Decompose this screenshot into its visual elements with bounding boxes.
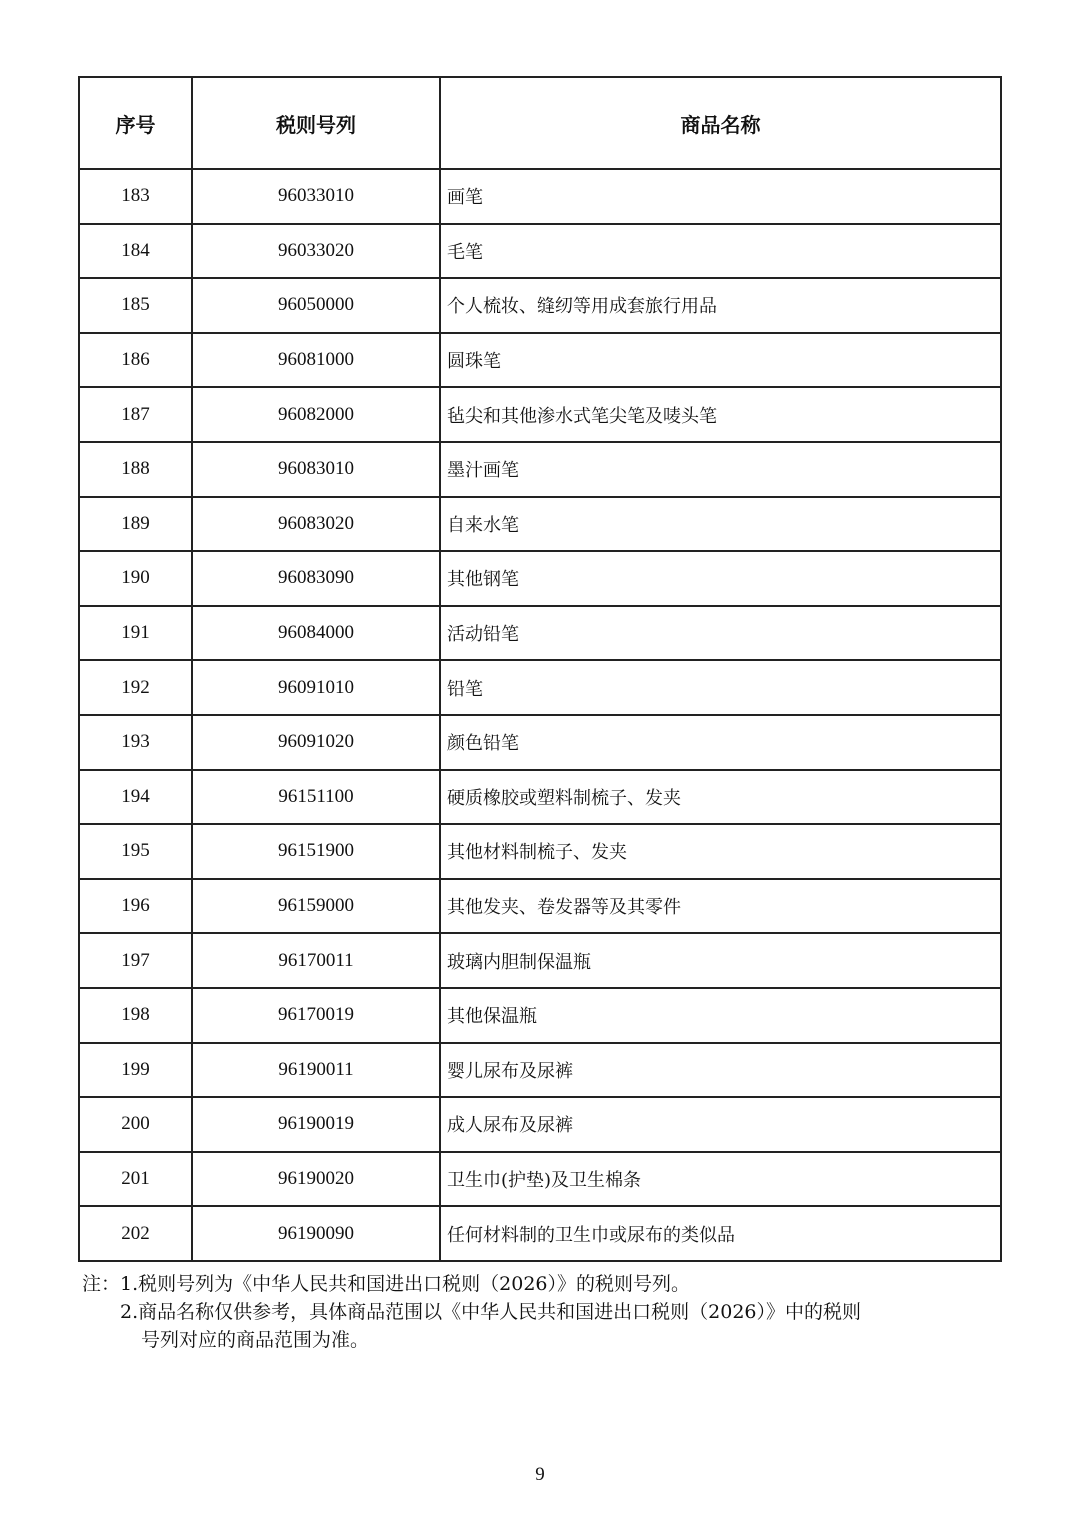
footnote-2 <box>82 1298 1002 1326</box>
table-row <box>79 1043 1001 1098</box>
table-row <box>79 933 1001 988</box>
table-row <box>79 387 1001 442</box>
cell-tariff-code: 96083020 <box>192 497 440 552</box>
cell-product-name: 其他发夹、卷发器等及其零件 <box>440 879 1001 934</box>
cell-serial-number: 185 <box>79 278 192 333</box>
cell-tariff-code: 96083010 <box>192 442 440 497</box>
footnote-2-marker: 2. <box>120 1301 139 1323</box>
cell-tariff-code: 96081000 <box>192 333 440 388</box>
cell-serial-number: 184 <box>79 224 192 279</box>
cell-product-name: 其他保温瓶 <box>440 988 1001 1043</box>
table-row <box>79 1152 1001 1207</box>
footnote-1-marker: 1. <box>120 1273 139 1295</box>
table-header-row <box>79 77 1001 169</box>
cell-tariff-code: 96033020 <box>192 224 440 279</box>
cell-serial-number: 187 <box>79 387 192 442</box>
cell-product-name: 画笔 <box>440 169 1001 224</box>
cell-product-name: 成人尿布及尿裤 <box>440 1097 1001 1152</box>
cell-serial-number: 193 <box>79 715 192 770</box>
cell-tariff-code: 96159000 <box>192 879 440 934</box>
cell-product-name: 墨汁画笔 <box>440 442 1001 497</box>
cell-product-name: 圆珠笔 <box>440 333 1001 388</box>
cell-tariff-code: 96091010 <box>192 660 440 715</box>
cell-serial-number: 201 <box>79 1152 192 1207</box>
cell-serial-number: 186 <box>79 333 192 388</box>
cell-tariff-code: 96190019 <box>192 1097 440 1152</box>
cell-product-name: 毛笔 <box>440 224 1001 279</box>
table-row <box>79 551 1001 606</box>
footnote-prefix: 注： <box>82 1273 121 1295</box>
cell-product-name: 毡尖和其他渗水式笔尖笔及唛头笔 <box>440 387 1001 442</box>
cell-tariff-code: 96033010 <box>192 169 440 224</box>
cell-product-name: 玻璃内胆制保温瓶 <box>440 933 1001 988</box>
cell-serial-number: 189 <box>79 497 192 552</box>
tariff-table-container <box>78 76 1000 1262</box>
footnote-1-text: 税则号列为《中华人民共和国进出口税则（2026）》的税则号列。 <box>138 1273 691 1295</box>
footnotes <box>82 1270 1002 1354</box>
cell-serial-number: 202 <box>79 1206 192 1261</box>
cell-product-name: 其他钢笔 <box>440 551 1001 606</box>
table-row <box>79 1206 1001 1261</box>
cell-serial-number: 194 <box>79 770 192 825</box>
cell-product-name: 颜色铅笔 <box>440 715 1001 770</box>
cell-serial-number: 199 <box>79 1043 192 1098</box>
cell-product-name: 硬质橡胶或塑料制梳子、发夹 <box>440 770 1001 825</box>
cell-tariff-code: 96084000 <box>192 606 440 661</box>
footnote-2-continuation <box>82 1326 1002 1354</box>
cell-tariff-code: 96050000 <box>192 278 440 333</box>
cell-serial-number: 197 <box>79 933 192 988</box>
table-row <box>79 442 1001 497</box>
cell-product-name: 自来水笔 <box>440 497 1001 552</box>
cell-serial-number: 198 <box>79 988 192 1043</box>
table-row <box>79 497 1001 552</box>
cell-serial-number: 190 <box>79 551 192 606</box>
table-row <box>79 988 1001 1043</box>
cell-serial-number: 196 <box>79 879 192 934</box>
cell-tariff-code: 96151900 <box>192 824 440 879</box>
table-row <box>79 333 1001 388</box>
header-serial-number: 序号 <box>79 77 192 169</box>
table-row <box>79 824 1001 879</box>
tariff-table <box>78 76 1002 1262</box>
header-tariff-code: 税则号列 <box>192 77 440 169</box>
page-number: 9 <box>535 1464 545 1485</box>
cell-tariff-code: 96190020 <box>192 1152 440 1207</box>
cell-tariff-code: 96091020 <box>192 715 440 770</box>
cell-product-name: 婴儿尿布及尿裤 <box>440 1043 1001 1098</box>
table-row <box>79 606 1001 661</box>
cell-tariff-code: 96170011 <box>192 933 440 988</box>
cell-tariff-code: 96170019 <box>192 988 440 1043</box>
cell-product-name: 任何材料制的卫生巾或尿布的类似品 <box>440 1206 1001 1261</box>
cell-serial-number: 195 <box>79 824 192 879</box>
table-row <box>79 278 1001 333</box>
cell-tariff-code: 96151100 <box>192 770 440 825</box>
cell-serial-number: 188 <box>79 442 192 497</box>
footnote-2-text: 商品名称仅供参考，具体商品范围以《中华人民共和国进出口税则（2026）》中的税则 <box>138 1301 861 1323</box>
footnote-2-cont-text: 号列对应的商品范围为准。 <box>141 1329 370 1351</box>
footnote-1 <box>82 1270 1002 1298</box>
cell-tariff-code: 96190090 <box>192 1206 440 1261</box>
header-product-name: 商品名称 <box>440 77 1001 169</box>
cell-product-name: 卫生巾(护垫)及卫生棉条 <box>440 1152 1001 1207</box>
cell-serial-number: 200 <box>79 1097 192 1152</box>
cell-serial-number: 191 <box>79 606 192 661</box>
table-row <box>79 660 1001 715</box>
table-row <box>79 770 1001 825</box>
cell-serial-number: 192 <box>79 660 192 715</box>
table-row <box>79 715 1001 770</box>
cell-serial-number: 183 <box>79 169 192 224</box>
cell-tariff-code: 96082000 <box>192 387 440 442</box>
table-row <box>79 169 1001 224</box>
cell-product-name: 活动铅笔 <box>440 606 1001 661</box>
cell-product-name: 其他材料制梳子、发夹 <box>440 824 1001 879</box>
table-row <box>79 224 1001 279</box>
table-body <box>79 169 1001 1261</box>
cell-product-name: 个人梳妆、缝纫等用成套旅行用品 <box>440 278 1001 333</box>
table-row <box>79 1097 1001 1152</box>
table-row <box>79 879 1001 934</box>
cell-tariff-code: 96083090 <box>192 551 440 606</box>
cell-tariff-code: 96190011 <box>192 1043 440 1098</box>
cell-product-name: 铅笔 <box>440 660 1001 715</box>
